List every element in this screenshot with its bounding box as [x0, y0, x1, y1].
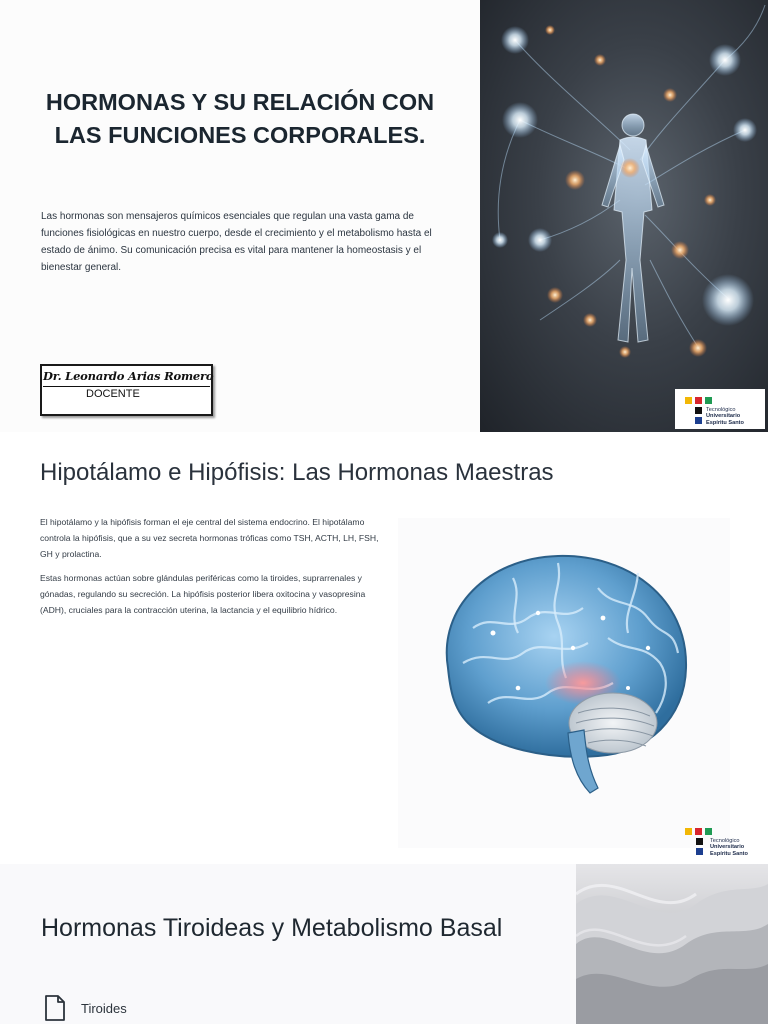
list-item-label: Tiroides [81, 1001, 127, 1016]
logo-square-green [705, 828, 712, 835]
logo-line-1: Tecnológico [706, 407, 736, 413]
document-icon [43, 994, 67, 1022]
logo-square-yellow [685, 828, 692, 835]
logo-text [710, 838, 748, 857]
logo-text [706, 407, 744, 426]
institution-logo-2 [680, 824, 764, 860]
logo-square-blue [696, 848, 703, 855]
waves-illustration [576, 864, 768, 1024]
signature-card [40, 364, 213, 416]
slide-title: Hipotálamo e Hipófisis: Las Hormonas Maestras [40, 459, 554, 486]
slide-hormonas-tiroideas [0, 864, 768, 1024]
logo-square-green [705, 397, 712, 404]
logo-square-black [695, 407, 702, 414]
slide-title: Hormonas Tiroideas y Metabolismo Basal [41, 914, 503, 942]
logo-square-black [696, 838, 703, 845]
institution-logo [675, 389, 765, 429]
neural-human-illustration [480, 0, 768, 432]
signature-role: DOCENTE [86, 388, 140, 400]
logo-line-2: Universitario [706, 413, 741, 420]
brain-image [398, 518, 730, 848]
logo-line-3: Espíritu Santo [710, 850, 748, 857]
page-title: HORMONAS Y SU RELACIÓN CON LAS FUNCIONES CORPORALES. [45, 89, 435, 148]
neural-human-image [480, 0, 768, 432]
intro-paragraph: Las hormonas son mensajeros químicos esenciales que regulan una vasta gama de funciones fisiológicas en nuestro cuerpo, desde el crecimiento y el metabolismo hasta el estado de ánimo. Su comunicación precisa es vital para mantener la homeostasis y el bienestar general. [41, 211, 432, 273]
paragraph-2: Estas hormonas actúan sobre glándulas periféricas como la tiroides, suprarrenales y gónadas, regulando su secreción. La hipófisis posterior libera oxitocina y vasopresina (ADH), cruciales para la contracción uterina, la lactancia y el equilibrio hídrico. [40, 573, 366, 615]
brain-illustration [398, 518, 730, 848]
logo-line-2: Universitario [710, 844, 745, 851]
logo-line-1: Tecnológico [710, 838, 740, 844]
logo-square-red [695, 397, 702, 404]
logo-line-3: Espíritu Santo [706, 419, 744, 426]
logo-square-blue [695, 417, 702, 424]
slide-hipotalamo-hipofisis [0, 432, 768, 864]
logo-square-yellow [685, 397, 692, 404]
signature-name: Dr. Leonardo Arias Romero [43, 369, 210, 387]
abstract-waves-image [576, 864, 768, 1024]
paragraph-1: El hipotálamo y la hipófisis forman el eje central del sistema endocrino. El hipotálamo controla la hipófisis, que a su vez secreta hormonas tróficas como TSH, ACTH, LH, FSH, GH y prolactina. [40, 517, 379, 559]
slide-hormonas-intro [0, 0, 768, 432]
logo-square-red [695, 828, 702, 835]
